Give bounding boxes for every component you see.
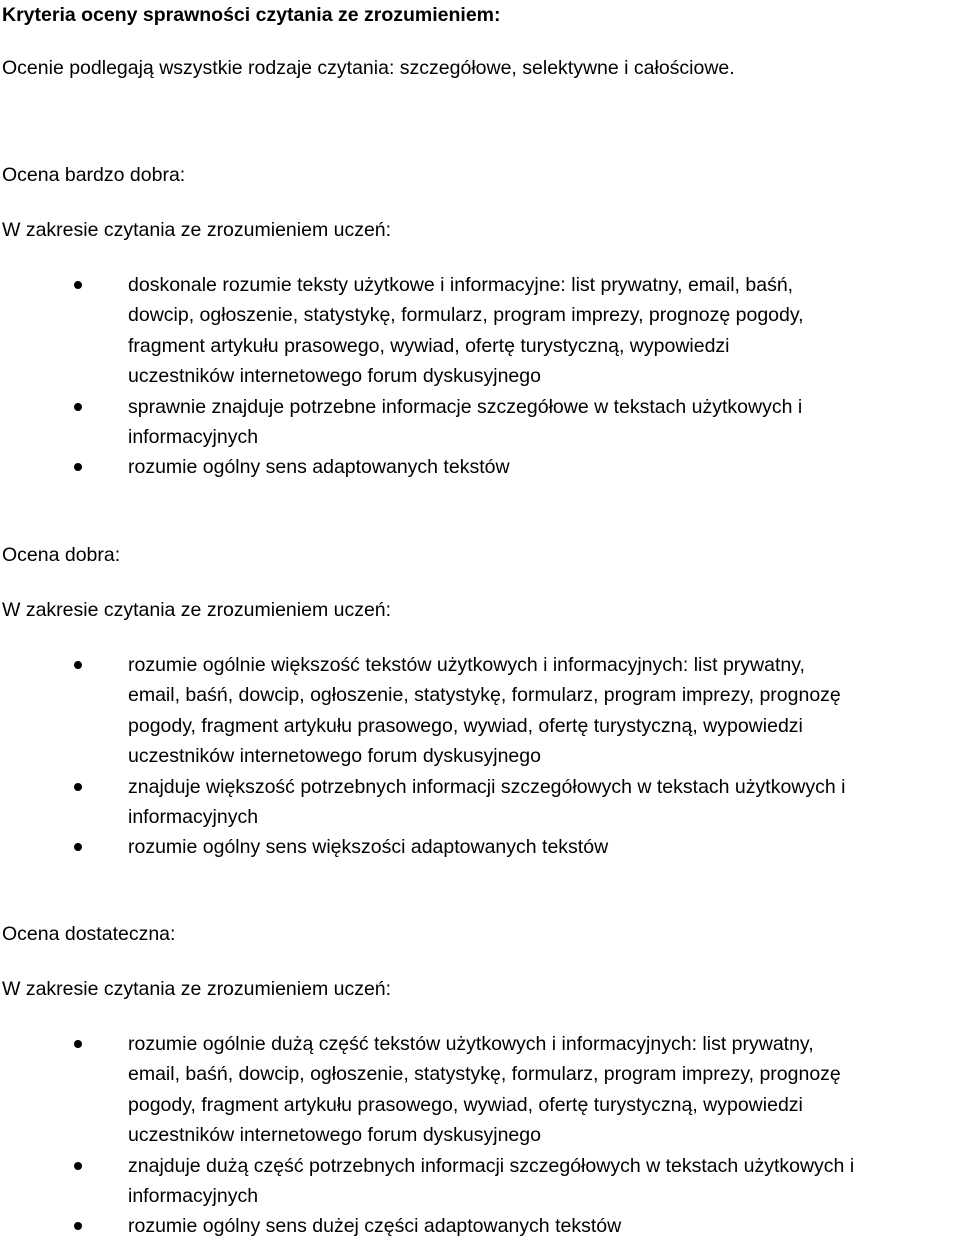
list-item-line: email, baśń, dowcip, ogłoszenie, statystykę, formularz, program imprezy, prognozę — [128, 684, 841, 707]
list-item-line: uczestników internetowego forum dyskusyjnego — [128, 365, 541, 388]
list-item-line: uczestników internetowego forum dyskusyjnego — [128, 745, 541, 768]
bullet-icon — [74, 1162, 82, 1170]
list-item — [2, 772, 960, 833]
bullet-icon — [74, 281, 82, 289]
list-item-line: rozumie ogólnie dużą część tekstów użytkowych i informacyjnych: list prywatny, — [128, 1033, 814, 1055]
document-title: Kryteria oceny sprawności czytania ze zrozumieniem: — [2, 4, 501, 26]
criteria-list — [2, 270, 960, 483]
list-item-line: rozumie ogólny sens dużej części adaptowanych tekstów — [128, 1215, 622, 1238]
intro-paragraph: Ocenie podlegają wszystkie rodzaje czytania: szczegółowe, selektywne i całościowe. — [2, 57, 735, 79]
criteria-list — [2, 1029, 960, 1242]
section-heading: Ocena dostateczna: — [2, 923, 176, 945]
list-item — [2, 1151, 960, 1212]
list-item — [2, 1211, 960, 1241]
list-item-line: uczestników internetowego forum dyskusyjnego — [128, 1124, 541, 1147]
section-heading: Ocena bardzo dobra: — [2, 164, 186, 186]
bullet-icon — [74, 1040, 82, 1048]
list-item — [2, 650, 960, 772]
section-very-good — [2, 160, 960, 483]
bullet-icon — [74, 783, 82, 791]
list-item-line: informacyjnych — [128, 1185, 259, 1208]
section-subheading: W zakresie czytania ze zrozumieniem uczeń: — [2, 219, 392, 241]
section-heading: Ocena dobra: — [2, 544, 121, 566]
list-item — [2, 1029, 960, 1151]
list-item-line: pogody, fragment artykułu prasowego, wywiad, ofertę turystyczną, wypowiedzi — [128, 1093, 803, 1116]
criteria-list — [2, 650, 960, 863]
bullet-icon — [74, 463, 82, 471]
list-item-line: znajduje dużą część potrzebnych informacji szczegółowych w tekstach użytkowych i — [128, 1154, 855, 1177]
bullet-icon — [74, 403, 82, 411]
list-item-line: rozumie ogólny sens większości adaptowanych tekstów — [128, 836, 609, 859]
list-item-line: dowcip, ogłoszenie, statystykę, formularz, program imprezy, prognozę pogody, — [128, 304, 804, 327]
section-subheading: W zakresie czytania ze zrozumieniem uczeń: — [2, 599, 392, 621]
bullet-icon — [74, 1222, 82, 1230]
list-item-line: email, baśń, dowcip, ogłoszenie, statystykę, formularz, program imprezy, prognozę — [128, 1063, 841, 1086]
list-item — [2, 270, 960, 392]
list-item — [2, 452, 960, 482]
list-item-line: rozumie ogólnie większość tekstów użytkowych i informacyjnych: list prywatny, — [128, 654, 805, 676]
bullet-icon — [74, 661, 82, 669]
list-item-line: fragment artykułu prasowego, wywiad, ofertę turystyczną, wypowiedzi — [128, 334, 730, 357]
list-item — [2, 832, 960, 862]
list-item — [2, 392, 960, 453]
section-satisfactory — [2, 919, 960, 1242]
section-good — [2, 540, 960, 863]
list-item-line: sprawnie znajduje potrzebne informacje szczegółowe w tekstach użytkowych i — [128, 395, 803, 418]
list-item-line: pogody, fragment artykułu prasowego, wywiad, ofertę turystyczną, wypowiedzi — [128, 714, 803, 737]
list-item-line: znajduje większość potrzebnych informacji szczegółowych w tekstach użytkowych i — [128, 775, 846, 798]
section-subheading: W zakresie czytania ze zrozumieniem uczeń: — [2, 978, 392, 1000]
list-item-line: informacyjnych — [128, 426, 259, 449]
bullet-icon — [74, 843, 82, 851]
list-item-line: doskonale rozumie teksty użytkowe i informacyjne: list prywatny, email, baśń, — [128, 274, 794, 296]
list-item-line: informacyjnych — [128, 806, 259, 829]
list-item-line: rozumie ogólny sens adaptowanych tekstów — [128, 456, 510, 479]
